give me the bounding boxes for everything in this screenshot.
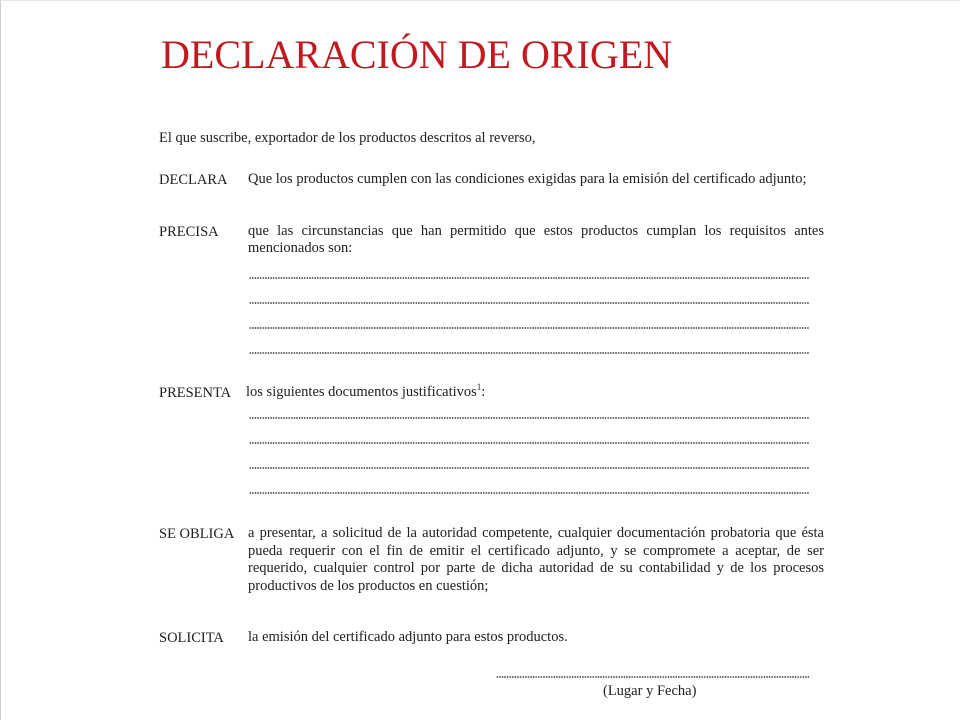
se-obliga-text: a presentar, a solicitud de la autoridad competente, cualquier documentación probatoria que ésta pueda requerir con el fin de emitir el certificado adjunto, y se compromete a aceptar, de ser requerido, cualquier control por parte de dicha autoridad de su contabilidad y de los procesos productivos de los productos en cuestión; bbox=[248, 525, 824, 594]
precisa-label: PRECISA bbox=[159, 224, 219, 240]
presenta-label: PRESENTA bbox=[159, 385, 232, 401]
page-title: DECLARACIÓN DE ORIGEN bbox=[161, 32, 673, 77]
presenta-suffix: : bbox=[481, 384, 486, 400]
declara-label: DECLARA bbox=[159, 172, 228, 188]
place-date-blank-line bbox=[496, 676, 809, 678]
se-obliga-label: SE OBLIGA bbox=[159, 526, 235, 542]
presenta-blank-line bbox=[249, 417, 809, 419]
declara-text: Que los productos cumplen con las condiciones exigidas para la emisión del certificado adjunto; bbox=[248, 171, 807, 187]
precisa-blank-line bbox=[249, 352, 809, 354]
precisa-text: que las circunstancias que han permitido que estos productos cumplan los requisitos antes mencionados son: bbox=[248, 223, 824, 256]
precisa-blank-line bbox=[249, 327, 809, 329]
place-date-label: (Lugar y Fecha) bbox=[603, 683, 697, 699]
presenta-main-text: los siguientes documentos justificativos bbox=[246, 384, 477, 400]
presenta-blank-line bbox=[249, 492, 809, 494]
precisa-blank-line bbox=[249, 302, 809, 304]
presenta-blank-line bbox=[249, 442, 809, 444]
solicita-text: la emisión del certificado adjunto para estos productos. bbox=[248, 629, 568, 645]
presenta-text bbox=[246, 384, 822, 401]
intro-text: El que suscribe, exportador de los productos descritos al reverso, bbox=[159, 130, 536, 146]
solicita-label: SOLICITA bbox=[159, 630, 224, 646]
presenta-footnote-marker: 1 bbox=[476, 382, 482, 393]
presenta-blank-line bbox=[249, 467, 809, 469]
precisa-blank-line bbox=[249, 277, 809, 279]
